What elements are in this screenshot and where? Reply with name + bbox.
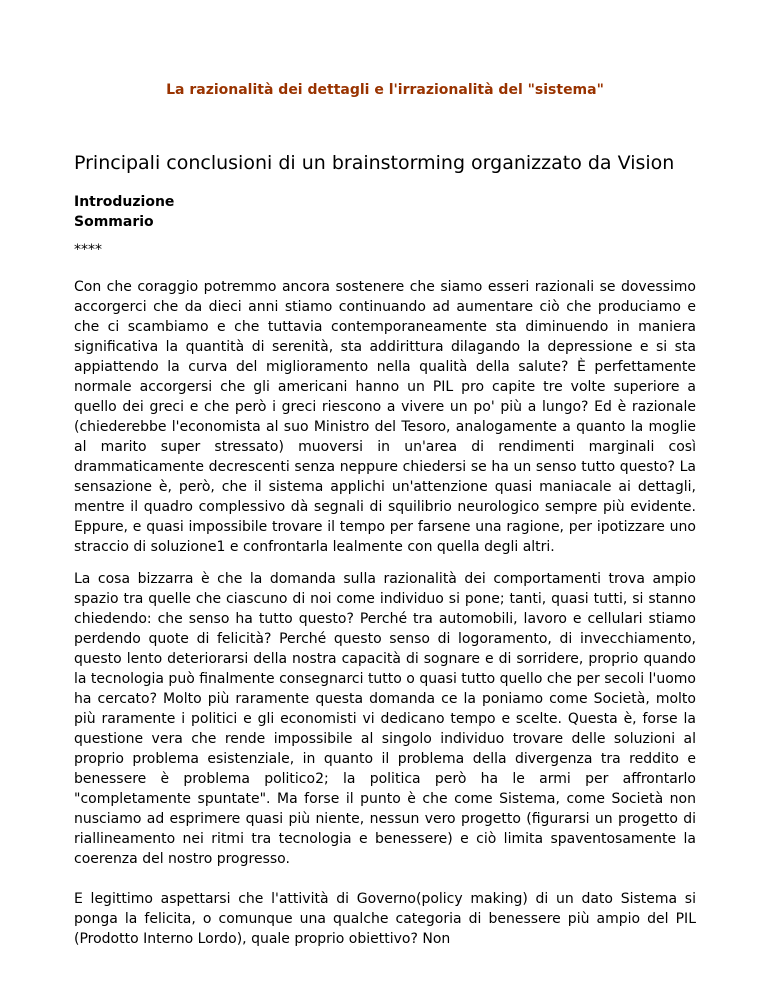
toc-item-sommario[interactable]: Sommario xyxy=(74,214,154,230)
section-separator: **** xyxy=(74,242,102,258)
paragraph-3: E legittimo aspettarsi che l'attività di Governo(policy making) di un dato Sistema si ponga la felicita, o comunque una qualche categoria di benessere più ampio del PIL (Prodotto Interno Lordo), quale proprio obiettivo? Non xyxy=(74,891,696,947)
paragraph-1: Con che coraggio potremmo ancora sostenere che siamo esseri razionali se dovessimo accorgerci che da dieci anni stiamo continuando ad aumentare ciò che produciamo e che ci scambiamo e che tuttavia contemporaneamente sta diminuendo in maniera significativa la quantità di serenità, sta addirittura dilagando la depressione e si sta appiattendo la curva del miglioramento nella qualità della salute? È perfettamente normale accorgersi che gli americani hanno un PIL pro capite tre volte superiore a quello dei greci e che però i greci riescono a vivere un po' più a lungo? Ed è razionale (chiederebbe l'economista al suo Ministro del Tesoro, analogamente a quanto la moglie al marito super stressato) muoversi in un'area di rendimenti marginali così drammaticamente decrescenti senza neppure chiedersi se ha un senso tutto questo? La sensazione è, però, che il sistema applichi un'attenzione quasi maniacale ai dettagli, mentre il quadro complessivo dà segnali di squilibrio neurologico sempre più evidente. Eppure, e quasi impossibile trovare il tempo per farsene una ragione, per ipotizzare uno straccio di soluzione1 e confrontarla lealmente con quella degli altri. xyxy=(74,279,696,555)
document-subtitle: Principali conclusioni di un brainstorming organizzato da Vision xyxy=(74,152,675,174)
paragraph-2: La cosa bizzarra è che la domanda sulla razionalità dei comportamenti trova ampio spazio tra quelle che ciascuno di noi come individuo si pone; tanti, quasi tutti, si stanno chiedendo: che senso ha tutto questo? Perché tra automobili, lavoro e cellulari stiamo perdendo quote di felicità? Perché questo senso di logoramento, di invecchiamento, questo lento deteriorarsi della nostra capacità di sognare e di sorridere, proprio quando la tecnologia può finalmente consegnarci tutto o quasi tutto quello che per secoli l'uomo ha cercato? Molto più raramente questa domanda ce la poniamo come Società, molto più raramente i politici e gli economisti vi dedicano tempo e scelte. Questa è, forse la questione vera che rende impossibile al singolo individuo trovare delle soluzioni al proprio problema esistenziale, in quanto il problema della divergenza tra reddito e benessere è problema politico2; la politica però ha le armi per affrontarlo "completamente spuntate". Ma forse il punto è che come Sistema, come Società non nusciamo ad esprimere quasi più niente, nessun vero progetto (figurarsi un progetto di riallineamento nei ritmi tra tecnologia e benessere) e ciò limita spaventosamente la coerenza del nostro progresso. xyxy=(74,571,696,867)
toc-item-introduzione[interactable]: Introduzione xyxy=(74,194,175,210)
table-of-contents xyxy=(74,192,174,232)
document-title: La razionalità dei dettagli e l'irrazionalità del "sistema" xyxy=(166,82,604,98)
